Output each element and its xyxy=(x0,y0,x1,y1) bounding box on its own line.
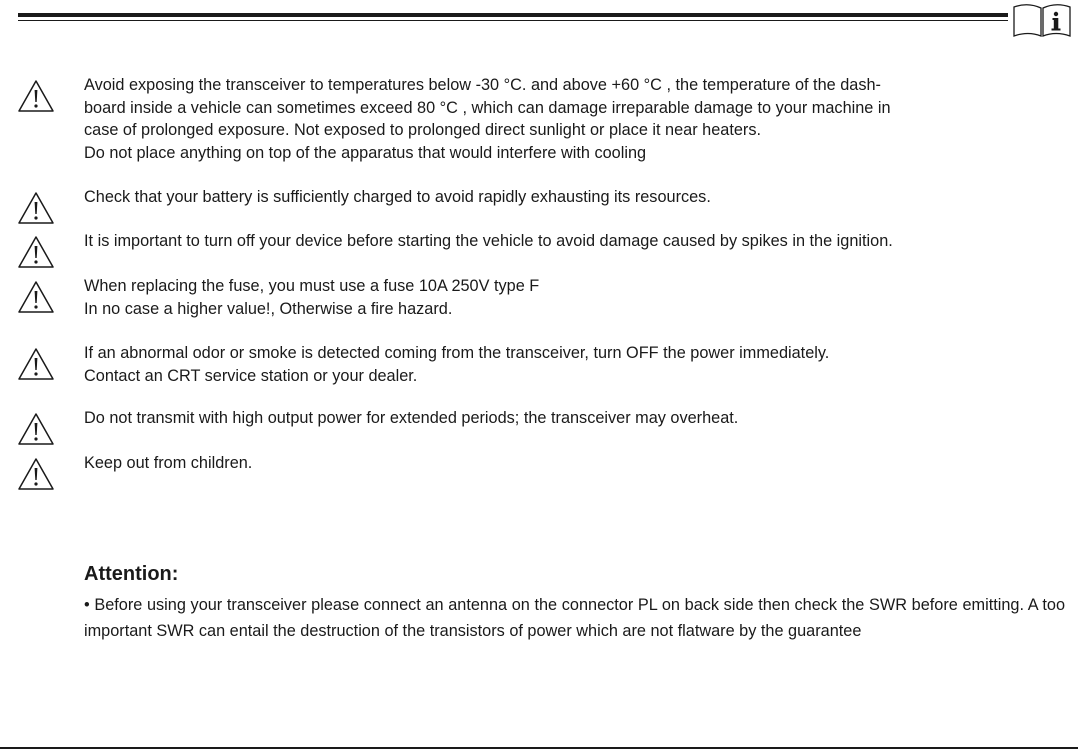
header-rule xyxy=(18,13,1008,17)
warning-text xyxy=(84,452,1069,475)
warning-triangle-icon xyxy=(16,456,56,492)
warning-triangle-icon xyxy=(16,346,56,382)
warning-text xyxy=(84,230,1069,253)
warning-text-line: Do not place anything on top of the apparatus that would interfere with cooling xyxy=(84,143,647,162)
warning-text-line: Do not transmit with high output power for extended periods; the transceiver may overheat. xyxy=(84,409,739,427)
header-rule-thin xyxy=(18,20,1008,21)
warning-text-line: Check that your battery is sufficiently charged to avoid rapidly exhausting its resources. xyxy=(84,188,711,206)
warning-triangle-icon xyxy=(16,411,56,447)
warning-text-line: board inside a vehicle can sometimes exceed 80 °C , which can damage irreparable damage to your machine in xyxy=(84,98,891,117)
warning-text-line: Keep out from children. xyxy=(84,454,253,472)
warning-text xyxy=(84,275,1069,320)
info-book-icon xyxy=(1012,3,1072,39)
warning-text-line: Contact an CRT service station or your dealer. xyxy=(84,366,418,385)
attention-body: • Before using your transceiver please connect an antenna on the connector PL on back side then check the SWR before emitting. A too important SWR can entail the destruction of the transistors of power which are not flatware by the guarantee xyxy=(84,596,1065,640)
warning-text xyxy=(84,407,1069,430)
warning-text-line: Avoid exposing the transceiver to temperatures below -30 °C. and above +60 °C , the temperature of the dash- xyxy=(84,76,881,94)
footer-rule xyxy=(0,747,1078,749)
warning-text xyxy=(84,342,1069,387)
warning-triangle-icon xyxy=(16,279,56,315)
warning-text xyxy=(84,74,1069,164)
warning-triangle-icon xyxy=(16,78,56,114)
warning-text xyxy=(84,186,1069,209)
warning-text-line: In no case a higher value!, Otherwise a fire hazard. xyxy=(84,299,453,318)
warning-text-line: case of prolonged exposure. Not exposed to prolonged direct sunlight or place it near heaters. xyxy=(84,121,761,139)
warning-triangle-icon xyxy=(16,190,56,226)
warning-text-line: When replacing the fuse, you must use a fuse 10A 250V type F xyxy=(84,277,540,295)
warning-text-line: It is important to turn off your device before starting the vehicle to avoid damage caused by spikes in the ignition. xyxy=(84,232,893,250)
warning-triangle-icon xyxy=(16,234,56,270)
warning-text-line: If an abnormal odor or smoke is detected coming from the transceiver, turn OFF the power immediately. xyxy=(84,344,830,362)
attention-title: Attention: xyxy=(84,563,179,585)
